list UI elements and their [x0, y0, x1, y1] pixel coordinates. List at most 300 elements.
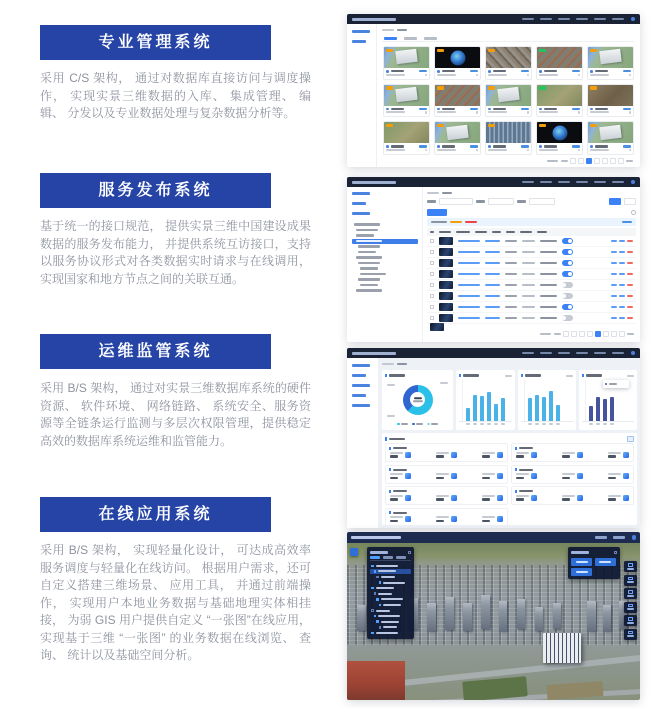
- layer-label: [383, 582, 405, 584]
- screenshot-service-publishing-system: [347, 177, 640, 342]
- view-action: [611, 306, 617, 308]
- card-title-row: [488, 145, 529, 148]
- bar-chart-panel-2: [518, 370, 576, 430]
- skeleton: [482, 495, 495, 501]
- page-number: [603, 331, 609, 337]
- gallery-card: [485, 84, 532, 118]
- skeleton: [488, 145, 491, 148]
- layer-tab: [370, 556, 380, 558]
- map-mode-icon: [350, 548, 358, 556]
- layer-checkbox: [374, 570, 377, 573]
- skeleton: [590, 74, 609, 76]
- service-status: [522, 240, 535, 242]
- nav-menu-item: [576, 18, 588, 21]
- layer-checkbox: [371, 632, 374, 635]
- layer-label: [383, 626, 397, 628]
- table-rows: [427, 236, 636, 324]
- city-building: [481, 595, 490, 629]
- view-action: [611, 273, 617, 275]
- skeleton: [386, 70, 389, 73]
- x-tick-label: [556, 423, 560, 425]
- gallery-thumbnail: [435, 47, 480, 68]
- delete-action: [627, 317, 633, 319]
- status-alert-bar: [427, 218, 636, 226]
- skeleton: [572, 70, 580, 72]
- skeleton: [437, 111, 456, 113]
- stat-label: [562, 473, 575, 475]
- skeleton: [562, 495, 575, 501]
- skeleton: [482, 473, 495, 479]
- publish-date: [540, 284, 557, 286]
- city-building: [535, 607, 543, 631]
- card-title-row: [590, 108, 631, 111]
- legend-label: [416, 423, 423, 425]
- gallery-card: [587, 121, 634, 155]
- publish-toggle: [562, 293, 573, 299]
- view-action: [611, 262, 617, 264]
- bar: [603, 399, 607, 421]
- tree-node-label: [358, 245, 380, 247]
- city-3d-scene: [347, 543, 640, 700]
- tree-node: [352, 222, 418, 227]
- card-title-row: [386, 145, 427, 148]
- edit-action: [619, 262, 625, 264]
- section-desc-ops-monitoring: 采用 B/S 架构， 通过对实景三维数据库系统的硬件资源、 软件环境、 网络链路、 系统安全、服务资源等全链条运行监测与多层次权限管理，提供稳定高效的数据库系统运维和监管能力。: [40, 381, 311, 448]
- create-service-button: [427, 209, 447, 216]
- tool-button: [624, 561, 637, 572]
- filter-bar: [427, 196, 636, 207]
- layer-checkbox: [379, 626, 382, 629]
- layer-label: [378, 615, 400, 617]
- stat-group: [390, 452, 411, 458]
- section-title-service-publishing: 服务发布系统: [40, 173, 271, 208]
- skeleton: [482, 516, 495, 522]
- stat-label: [390, 516, 403, 518]
- skeleton: [629, 74, 632, 77]
- dashboard-charts: [382, 370, 637, 430]
- card-title-row: [539, 70, 580, 73]
- stat-value: [482, 477, 490, 480]
- scene-button: [571, 558, 592, 566]
- edit-action: [619, 240, 625, 242]
- nav-menu-item: [540, 18, 552, 21]
- stat-group: [436, 452, 457, 458]
- skeleton: [595, 145, 608, 147]
- card-meta-row: [590, 149, 631, 152]
- stat-icon: [405, 473, 411, 479]
- skeleton: [608, 495, 621, 501]
- skeleton: [419, 108, 427, 110]
- legend-dot: [412, 423, 415, 426]
- tree-node-label: [356, 289, 382, 291]
- bar: [549, 391, 553, 421]
- stat-icon: [497, 452, 503, 458]
- stat-group: [608, 495, 629, 501]
- row-thumbnail: [439, 281, 453, 289]
- page-number: [611, 331, 617, 337]
- card-meta-row: [437, 149, 478, 152]
- skeleton: [436, 452, 449, 458]
- service-name-link: [458, 284, 480, 286]
- skeleton: [590, 70, 593, 73]
- white-office-building: [543, 633, 581, 663]
- page-number: [602, 158, 608, 164]
- skeleton: [386, 149, 405, 151]
- view-action: [611, 240, 617, 242]
- layer-label: [376, 610, 390, 612]
- page-number: [610, 158, 616, 164]
- prev-page: [563, 331, 569, 337]
- service-status: [522, 317, 535, 319]
- gallery-card: [434, 84, 481, 118]
- skeleton: [442, 70, 455, 72]
- gallery-thumbnail: [435, 122, 480, 143]
- skeleton: [595, 70, 608, 72]
- tab: [424, 37, 437, 40]
- skeleton: [562, 473, 575, 479]
- skeleton: [470, 145, 478, 147]
- gallery-thumbnail: [588, 47, 633, 68]
- skeleton: [437, 74, 456, 76]
- publish-date: [540, 317, 557, 319]
- tool-button: [624, 629, 637, 640]
- gallery-thumbnail: [384, 47, 429, 68]
- publish-date: [540, 251, 557, 253]
- stat-card-body: [515, 451, 630, 460]
- skeleton: [425, 149, 428, 152]
- status-badge: [590, 86, 597, 90]
- stat-value: [516, 455, 524, 458]
- card-meta-row: [539, 74, 580, 77]
- table-row: [427, 291, 636, 302]
- row-actions: [611, 240, 633, 242]
- service-status: [522, 273, 535, 275]
- nav-menu-item: [540, 181, 552, 184]
- city-building: [553, 603, 561, 629]
- skeleton: [521, 108, 529, 110]
- service-address-link: [485, 306, 500, 308]
- stat-icon: [623, 495, 629, 501]
- card-meta-row: [488, 74, 529, 77]
- bar: [542, 397, 546, 421]
- service-name-link: [458, 262, 480, 264]
- viewer-title: [351, 536, 401, 539]
- stat-label: [482, 452, 495, 454]
- table-row: [427, 269, 636, 280]
- sidebar-links: [352, 192, 418, 215]
- chart-tooltip: [603, 380, 629, 388]
- bar: [494, 404, 498, 421]
- stat-card-body: [389, 472, 504, 481]
- stat-label: [562, 452, 575, 454]
- row-checkbox: [430, 316, 434, 320]
- row-thumbnail: [439, 270, 453, 278]
- skeleton: [562, 452, 575, 458]
- stat-icon: [451, 516, 457, 522]
- skeleton: [623, 108, 631, 110]
- skeleton: [493, 70, 506, 72]
- city-building: [357, 605, 366, 631]
- skeleton: [626, 160, 633, 163]
- tree-node: [352, 266, 418, 271]
- tree-node: [352, 244, 418, 249]
- gallery-card: [434, 121, 481, 155]
- skeleton: [488, 70, 491, 73]
- stat-icon: [531, 452, 537, 458]
- avatar: [632, 535, 637, 540]
- bar: [528, 398, 532, 421]
- stat-card-body: [389, 515, 504, 524]
- bar: [501, 398, 505, 421]
- sidebar-item: [352, 394, 366, 397]
- x-tick-label: [501, 423, 505, 425]
- row-thumbnail: [439, 248, 453, 256]
- skeleton: [437, 149, 456, 151]
- bar: [556, 405, 560, 421]
- stat-group: [482, 495, 503, 501]
- service-address-link: [485, 295, 500, 297]
- table-pagination: [427, 330, 636, 338]
- layer-tab: [396, 556, 406, 558]
- bar-chart-panel-3: [579, 370, 637, 430]
- skeleton: [386, 111, 405, 113]
- status-badge: [488, 124, 495, 128]
- stat-group: [608, 473, 629, 479]
- card-title-row: [386, 70, 427, 73]
- bar: [596, 397, 600, 421]
- table-row: [427, 258, 636, 269]
- publish-date: [540, 240, 557, 242]
- card-meta-row: [386, 74, 427, 77]
- city-building: [445, 597, 454, 630]
- stat-icon: [451, 473, 457, 479]
- grid-view-icon: [627, 436, 634, 442]
- gallery-thumbnail: [384, 122, 429, 143]
- stat-group: [390, 495, 411, 501]
- x-tick-label: [466, 423, 470, 425]
- skeleton: [391, 70, 404, 72]
- skeleton: [419, 70, 427, 72]
- legend-item: [427, 423, 438, 426]
- skeleton: [476, 111, 479, 114]
- page-number: [594, 158, 600, 164]
- gallery-thumbnail: [537, 47, 582, 68]
- skeleton: [488, 108, 491, 111]
- delete-action: [627, 273, 633, 275]
- gallery-card: [383, 84, 430, 118]
- stat-group: [390, 473, 411, 479]
- stat-group: [436, 473, 457, 479]
- nav-menu-item: [576, 181, 588, 184]
- view-action: [611, 284, 617, 286]
- skeleton: [393, 469, 407, 471]
- scene-button: [571, 568, 592, 576]
- donut-legend: [385, 421, 450, 427]
- skeleton: [539, 74, 558, 76]
- stat-card: [385, 508, 508, 526]
- sidebar-item: [352, 192, 370, 195]
- delete-action: [627, 284, 633, 286]
- legend-dot: [427, 423, 430, 426]
- legend-label: [431, 423, 438, 425]
- stat-card: [385, 443, 508, 462]
- tree-node: [352, 272, 418, 277]
- stat-value: [436, 455, 444, 458]
- skeleton: [436, 473, 449, 479]
- nav-menu-item: [558, 352, 570, 355]
- edit-action: [619, 306, 625, 308]
- view-action: [611, 251, 617, 253]
- skeleton: [578, 74, 581, 77]
- tree-node-label: [354, 223, 380, 225]
- skeleton: [519, 490, 533, 492]
- stat-group: [516, 473, 537, 479]
- skeleton: [527, 111, 530, 114]
- skeleton: [442, 108, 455, 110]
- gallery-card: [587, 84, 634, 118]
- refresh-icon: [631, 210, 636, 215]
- tree-node: [352, 228, 418, 233]
- layer-tree-node: [370, 563, 411, 569]
- skeleton: [572, 108, 580, 110]
- filter-input: [439, 198, 473, 205]
- status-badge: [488, 86, 495, 90]
- legend-dot: [397, 423, 400, 426]
- status-badge: [437, 49, 444, 53]
- stat-icon: [623, 452, 629, 458]
- skeleton: [519, 469, 533, 471]
- table-row: [427, 280, 636, 291]
- skeleton: [386, 108, 389, 111]
- column-header: [492, 231, 501, 233]
- stat-group: [482, 516, 503, 522]
- row-checkbox: [430, 294, 434, 298]
- service-status: [522, 262, 535, 264]
- skeleton: [389, 447, 391, 450]
- gallery-card: [434, 46, 481, 80]
- skeleton: [623, 70, 631, 72]
- city-building: [499, 601, 507, 631]
- x-tick-label: [494, 423, 498, 425]
- layer-tree-node: [370, 591, 411, 597]
- stat-value: [562, 498, 570, 501]
- skeleton: [539, 149, 558, 151]
- stat-icon: [497, 495, 503, 501]
- row-actions: [611, 295, 633, 297]
- card-meta-row: [590, 74, 631, 77]
- skeleton: [539, 108, 542, 111]
- stat-label: [482, 495, 495, 497]
- stat-icon: [497, 473, 503, 479]
- close-icon: [614, 551, 617, 554]
- tree-node-label: [360, 284, 378, 286]
- skeleton: [544, 70, 557, 72]
- gallery-card: [485, 121, 532, 155]
- publish-toggle: [562, 260, 573, 266]
- stat-card: [385, 486, 508, 505]
- card-title-row: [590, 145, 631, 148]
- skeleton: [547, 160, 558, 163]
- nav-menu-item: [576, 352, 588, 355]
- stat-icon: [577, 452, 583, 458]
- stat-value: [562, 455, 570, 458]
- card-meta-row: [488, 111, 529, 114]
- sidebar-item: [352, 374, 366, 377]
- stat-label: [608, 495, 621, 497]
- delete-action: [627, 262, 633, 264]
- gallery-card: [536, 46, 583, 80]
- layer-label: [381, 576, 395, 578]
- tree-node: [352, 239, 418, 244]
- card-title-row: [437, 70, 478, 73]
- skeleton: [391, 108, 404, 110]
- sidebar-item: [352, 40, 366, 43]
- status-badge: [590, 49, 597, 53]
- stat-group: [390, 516, 411, 522]
- skeleton: [540, 333, 551, 336]
- layer-checkbox: [371, 565, 374, 568]
- city-building: [603, 605, 611, 631]
- stat-icon: [531, 495, 537, 501]
- section-desc-service-publishing: 基于统一的接口规范， 提供实景三维中国建设成果数据的服务发布能力， 并提供系统互访接口，支持以服务协议形式对各类数据实时请求与在线调用， 实现国家和地方节点之间的关联互通。: [40, 219, 311, 286]
- sidebar-item: [352, 30, 370, 33]
- layer-label: [381, 598, 403, 600]
- stat-icon: [577, 495, 583, 501]
- sidebar-item: [352, 364, 370, 367]
- skeleton: [393, 490, 407, 492]
- service-type: [505, 240, 517, 242]
- service-address-link: [485, 262, 500, 264]
- status-badge: [488, 49, 495, 53]
- section-desc-professional-management: 采用 C/S 架构， 通过对数据库直接访问与调度操作， 实现实景三维数据的入库、 集成管理、 编辑、 分发以及专业数据处理与复杂数据分析等。: [40, 71, 311, 120]
- stat-icon: [497, 516, 503, 522]
- sidebar-item: [352, 202, 366, 205]
- column-header: [506, 231, 515, 233]
- skeleton: [527, 74, 530, 77]
- service-name-link: [458, 251, 480, 253]
- service-type: [505, 306, 517, 308]
- tree-node-label: [358, 251, 376, 253]
- service-address-link: [485, 240, 500, 242]
- layer-checkbox: [376, 576, 379, 579]
- publish-date: [540, 262, 557, 264]
- skeleton: [527, 149, 530, 152]
- viewer-toolbar: [624, 561, 637, 640]
- skeleton: [436, 495, 449, 501]
- skeleton: [482, 452, 495, 458]
- tree-node: [352, 250, 418, 255]
- mini-topbar: [347, 348, 640, 358]
- section-title-professional-management: 专业管理系统: [40, 25, 271, 60]
- row-actions: [611, 251, 633, 253]
- layer-label: [376, 565, 398, 567]
- skeleton: [390, 452, 403, 458]
- stat-group: [562, 473, 583, 479]
- stat-value: [562, 477, 570, 480]
- tree-node: [352, 233, 418, 238]
- stat-card: [511, 443, 634, 462]
- stat-label: [390, 495, 403, 497]
- layer-checkbox: [374, 592, 377, 595]
- layer-label: [376, 632, 398, 634]
- gallery-thumbnail: [435, 85, 480, 106]
- bar: [610, 397, 614, 421]
- mini-sidebar: [347, 187, 423, 342]
- card-meta-row: [386, 149, 427, 152]
- column-header: [537, 231, 547, 233]
- layer-tree-node: [370, 619, 411, 625]
- publish-toggle: [562, 271, 573, 277]
